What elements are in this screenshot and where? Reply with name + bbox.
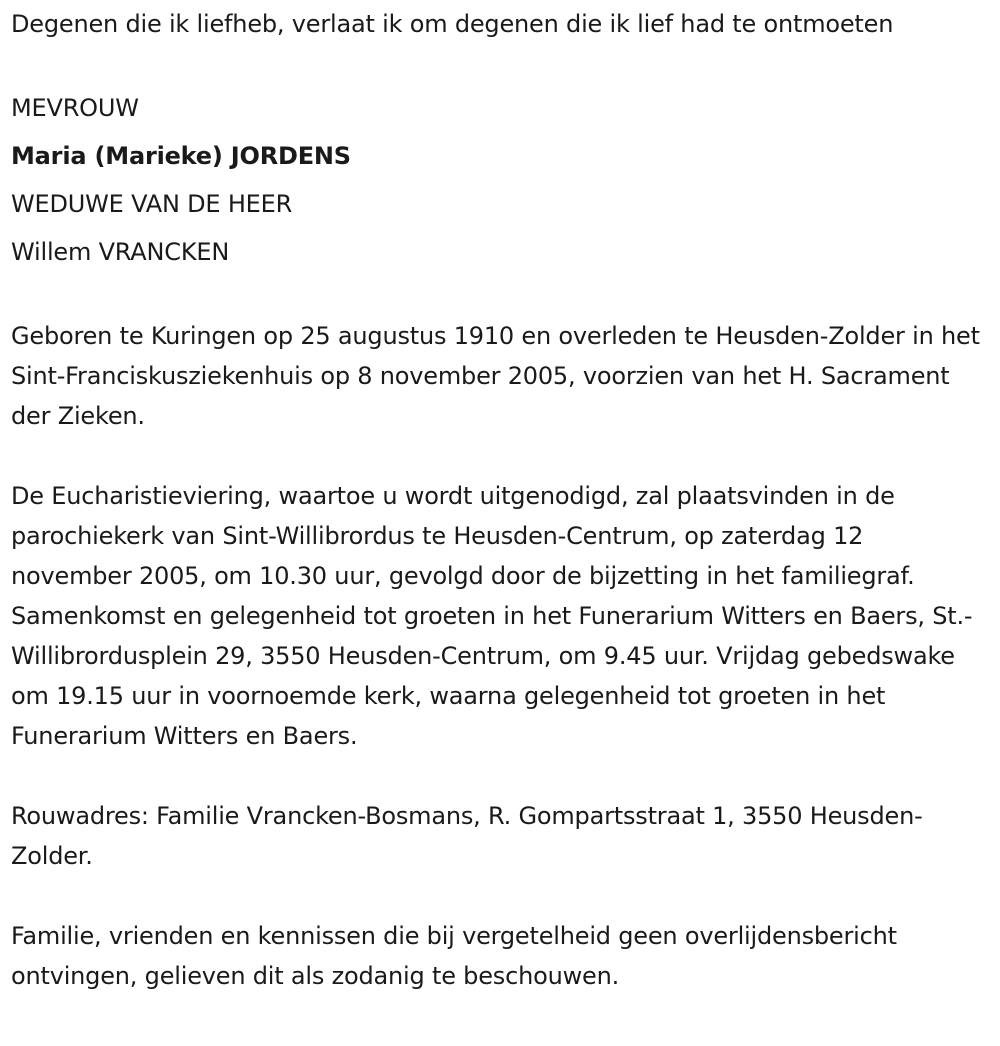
address-paragraph: Rouwadres: Familie Vrancken-Bosmans, R. Gompartsstraat 1, 3550 Heusden-Zolder. [11, 802, 923, 870]
title: MEVROUW [11, 94, 139, 122]
widow-of: WEDUWE VAN DE HEER [11, 190, 293, 218]
spacer [11, 44, 984, 84]
spouse-name: Willem VRANCKEN [11, 238, 230, 266]
deceased-name: Maria (Marieke) JORDENS [11, 142, 351, 170]
closing-paragraph: Familie, vrienden en kennissen die bij vergetelheid geen overlijdensbericht ontvingen, gelieven dit als zodanig te beschouwen. [11, 922, 897, 990]
spacer [11, 276, 984, 316]
spacer [11, 756, 984, 796]
spacer [11, 436, 984, 476]
spacer [11, 876, 984, 916]
motto: Degenen die ik liefheb, verlaat ik om degenen die ik lief had te ontmoeten [11, 10, 894, 38]
ceremony-paragraph: De Eucharistieviering, waartoe u wordt uitgenodigd, zal plaatsvinden in de parochiekerk van Sint-Willibrordus te Heusden-Centrum, op zaterdag 12 november 2005, om 10.30 uur, gevolgd door de bijzetting in het familiegraf. Samenkomst en gelegenheid tot groeten in het Funerarium Witters en Baers, St.-Willibrordusplein 29, 3550 Heusden-Centrum, om 9.45 uur. Vrijdag gebedswake om 19.15 uur in voornoemde kerk, waarna gelegenheid tot groeten in het Funerarium Witters en Baers. [11, 482, 973, 750]
birth-death-paragraph: Geboren te Kuringen op 25 augustus 1910 en overleden te Heusden-Zolder in het Sint-Franciskusziekenhuis op 8 november 2005, voorzien van het H. Sacrament der Zieken. [11, 322, 980, 430]
